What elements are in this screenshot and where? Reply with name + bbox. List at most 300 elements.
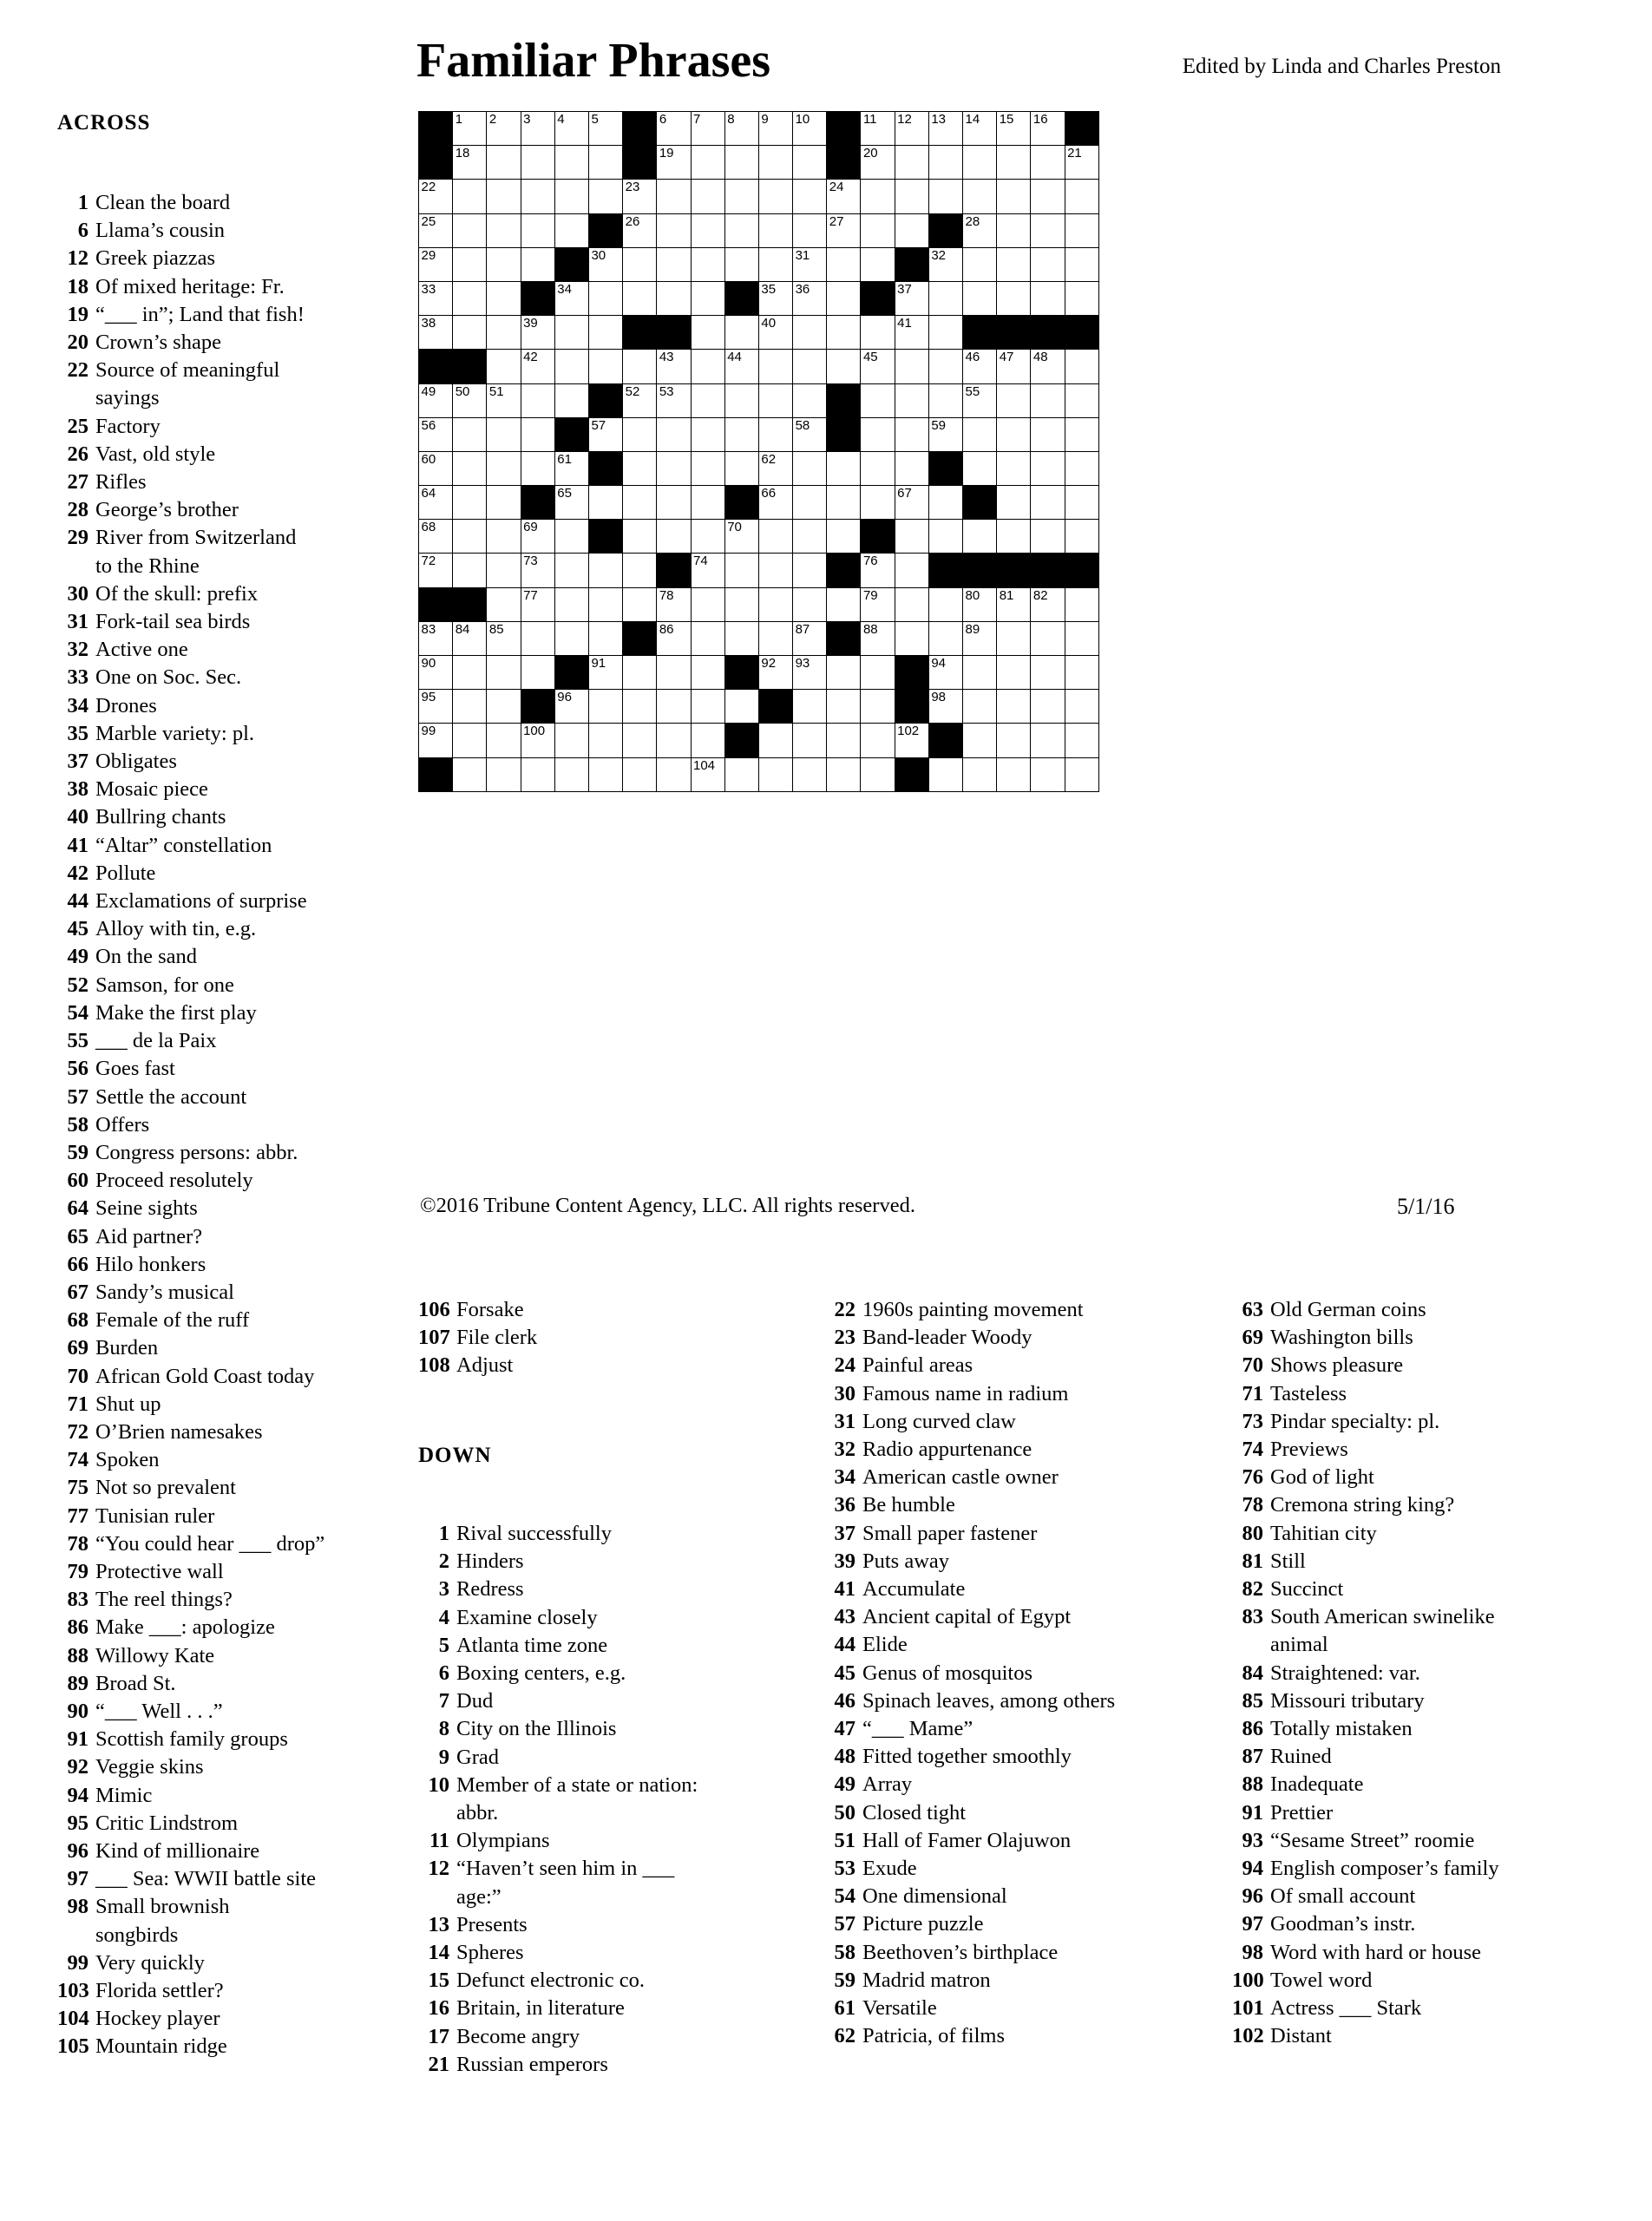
grid-cell[interactable]	[861, 724, 895, 757]
grid-cell[interactable]	[861, 587, 895, 621]
grid-cell[interactable]	[963, 757, 997, 791]
grid-cell[interactable]	[1031, 383, 1065, 417]
grid-cell[interactable]	[554, 486, 588, 520]
grid-cell[interactable]	[487, 180, 521, 213]
grid-cell[interactable]	[997, 451, 1031, 485]
grid-cell[interactable]	[453, 146, 487, 180]
grid-cell[interactable]	[453, 757, 487, 791]
grid-cell[interactable]	[861, 757, 895, 791]
grid-cell[interactable]	[895, 417, 928, 451]
grid-cell[interactable]	[588, 554, 622, 587]
grid-cell[interactable]	[1065, 281, 1098, 315]
grid-cell[interactable]	[1031, 724, 1065, 757]
grid-cell[interactable]	[997, 112, 1031, 146]
grid-cell[interactable]	[724, 350, 758, 383]
grid-cell[interactable]	[588, 690, 622, 724]
grid-cell[interactable]	[657, 520, 691, 554]
grid-cell[interactable]	[963, 383, 997, 417]
grid-cell[interactable]	[928, 690, 962, 724]
grid-cell[interactable]	[657, 451, 691, 485]
grid-cell[interactable]	[793, 621, 827, 655]
grid-cell[interactable]	[861, 146, 895, 180]
grid-cell[interactable]	[963, 350, 997, 383]
grid-cell[interactable]	[623, 180, 657, 213]
grid-cell[interactable]	[453, 417, 487, 451]
grid-cell[interactable]	[588, 757, 622, 791]
grid-cell[interactable]	[827, 451, 861, 485]
grid-cell[interactable]	[487, 656, 521, 690]
grid-cell[interactable]	[758, 247, 792, 281]
grid-cell[interactable]	[724, 112, 758, 146]
grid-cell[interactable]	[453, 690, 487, 724]
grid-cell[interactable]	[521, 146, 554, 180]
grid-cell[interactable]	[521, 112, 554, 146]
grid-cell[interactable]	[487, 383, 521, 417]
grid-cell[interactable]	[453, 316, 487, 350]
grid-cell[interactable]	[928, 656, 962, 690]
grid-cell[interactable]	[554, 757, 588, 791]
grid-cell[interactable]	[657, 350, 691, 383]
grid-cell[interactable]	[895, 146, 928, 180]
grid-cell[interactable]	[657, 656, 691, 690]
grid-cell[interactable]	[521, 213, 554, 247]
grid-cell[interactable]	[758, 316, 792, 350]
grid-cell[interactable]	[419, 180, 453, 213]
grid-cell[interactable]	[758, 656, 792, 690]
grid-cell[interactable]	[963, 690, 997, 724]
grid-cell[interactable]	[521, 656, 554, 690]
grid-cell[interactable]	[657, 486, 691, 520]
grid-cell[interactable]	[793, 281, 827, 315]
grid-cell[interactable]	[691, 316, 724, 350]
grid-cell[interactable]	[1031, 146, 1065, 180]
grid-cell[interactable]	[1065, 656, 1098, 690]
grid-cell[interactable]	[623, 281, 657, 315]
grid-cell[interactable]	[997, 180, 1031, 213]
grid-cell[interactable]	[928, 247, 962, 281]
grid-cell[interactable]	[997, 621, 1031, 655]
grid-cell[interactable]	[758, 587, 792, 621]
grid-cell[interactable]	[623, 213, 657, 247]
grid-cell[interactable]	[1065, 146, 1098, 180]
grid-cell[interactable]	[691, 350, 724, 383]
grid-cell[interactable]	[827, 724, 861, 757]
grid-cell[interactable]	[521, 350, 554, 383]
grid-cell[interactable]	[724, 520, 758, 554]
grid-cell[interactable]	[487, 486, 521, 520]
grid-cell[interactable]	[554, 180, 588, 213]
grid-cell[interactable]	[963, 247, 997, 281]
grid-cell[interactable]	[1031, 451, 1065, 485]
grid-cell[interactable]	[521, 621, 554, 655]
grid-cell[interactable]	[724, 587, 758, 621]
grid-cell[interactable]	[588, 621, 622, 655]
grid-cell[interactable]	[758, 757, 792, 791]
grid-cell[interactable]	[997, 690, 1031, 724]
grid-cell[interactable]	[793, 383, 827, 417]
grid-cell[interactable]	[691, 486, 724, 520]
grid-cell[interactable]	[453, 180, 487, 213]
grid-cell[interactable]	[963, 520, 997, 554]
grid-cell[interactable]	[487, 316, 521, 350]
grid-cell[interactable]	[861, 656, 895, 690]
grid-cell[interactable]	[895, 486, 928, 520]
grid-cell[interactable]	[521, 724, 554, 757]
grid-cell[interactable]	[691, 112, 724, 146]
grid-cell[interactable]	[928, 350, 962, 383]
grid-cell[interactable]	[623, 554, 657, 587]
grid-cell[interactable]	[453, 281, 487, 315]
grid-cell[interactable]	[861, 316, 895, 350]
grid-cell[interactable]	[1065, 213, 1098, 247]
grid-cell[interactable]	[724, 383, 758, 417]
grid-cell[interactable]	[793, 757, 827, 791]
grid-cell[interactable]	[588, 316, 622, 350]
grid-cell[interactable]	[691, 520, 724, 554]
grid-cell[interactable]	[758, 112, 792, 146]
grid-cell[interactable]	[623, 656, 657, 690]
grid-cell[interactable]	[588, 724, 622, 757]
grid-cell[interactable]	[827, 690, 861, 724]
grid-cell[interactable]	[419, 316, 453, 350]
grid-cell[interactable]	[554, 520, 588, 554]
grid-cell[interactable]	[1031, 281, 1065, 315]
grid-cell[interactable]	[487, 757, 521, 791]
grid-cell[interactable]	[521, 180, 554, 213]
grid-cell[interactable]	[895, 112, 928, 146]
grid-cell[interactable]	[419, 690, 453, 724]
grid-cell[interactable]	[657, 757, 691, 791]
grid-cell[interactable]	[419, 281, 453, 315]
grid-cell[interactable]	[487, 112, 521, 146]
grid-cell[interactable]	[758, 417, 792, 451]
grid-cell[interactable]	[487, 690, 521, 724]
grid-cell[interactable]	[963, 417, 997, 451]
grid-cell[interactable]	[554, 281, 588, 315]
grid-cell[interactable]	[487, 724, 521, 757]
grid-cell[interactable]	[793, 350, 827, 383]
grid-cell[interactable]	[724, 213, 758, 247]
grid-cell[interactable]	[691, 180, 724, 213]
grid-cell[interactable]	[554, 213, 588, 247]
grid-cell[interactable]	[928, 180, 962, 213]
grid-cell[interactable]	[419, 247, 453, 281]
grid-cell[interactable]	[724, 621, 758, 655]
grid-cell[interactable]	[793, 587, 827, 621]
grid-cell[interactable]	[827, 180, 861, 213]
grid-cell[interactable]	[963, 724, 997, 757]
grid-cell[interactable]	[657, 724, 691, 757]
grid-cell[interactable]	[521, 383, 554, 417]
grid-cell[interactable]	[1031, 350, 1065, 383]
grid-cell[interactable]	[487, 587, 521, 621]
grid-cell[interactable]	[554, 724, 588, 757]
grid-cell[interactable]	[419, 520, 453, 554]
grid-cell[interactable]	[758, 383, 792, 417]
grid-cell[interactable]	[861, 486, 895, 520]
grid-cell[interactable]	[1031, 757, 1065, 791]
grid-cell[interactable]	[623, 757, 657, 791]
grid-cell[interactable]	[793, 690, 827, 724]
grid-cell[interactable]	[1065, 451, 1098, 485]
grid-cell[interactable]	[691, 690, 724, 724]
grid-cell[interactable]	[963, 180, 997, 213]
grid-cell[interactable]	[724, 757, 758, 791]
grid-cell[interactable]	[691, 247, 724, 281]
grid-cell[interactable]	[1065, 690, 1098, 724]
grid-cell[interactable]	[453, 112, 487, 146]
grid-cell[interactable]	[657, 621, 691, 655]
grid-cell[interactable]	[1065, 350, 1098, 383]
grid-cell[interactable]	[895, 451, 928, 485]
grid-cell[interactable]	[928, 621, 962, 655]
grid-cell[interactable]	[657, 247, 691, 281]
grid-cell[interactable]	[623, 520, 657, 554]
grid-cell[interactable]	[521, 451, 554, 485]
grid-cell[interactable]	[657, 146, 691, 180]
grid-cell[interactable]	[997, 486, 1031, 520]
grid-cell[interactable]	[521, 587, 554, 621]
grid-cell[interactable]	[827, 656, 861, 690]
grid-cell[interactable]	[1031, 621, 1065, 655]
grid-cell[interactable]	[453, 554, 487, 587]
grid-cell[interactable]	[657, 417, 691, 451]
grid-cell[interactable]	[724, 690, 758, 724]
grid-cell[interactable]	[895, 213, 928, 247]
grid-cell[interactable]	[1065, 724, 1098, 757]
grid-cell[interactable]	[1031, 180, 1065, 213]
grid-cell[interactable]	[657, 383, 691, 417]
grid-cell[interactable]	[554, 316, 588, 350]
grid-cell[interactable]	[419, 486, 453, 520]
grid-cell[interactable]	[691, 656, 724, 690]
grid-cell[interactable]	[724, 451, 758, 485]
grid-cell[interactable]	[928, 486, 962, 520]
grid-cell[interactable]	[1031, 486, 1065, 520]
grid-cell[interactable]	[793, 247, 827, 281]
grid-cell[interactable]	[453, 656, 487, 690]
grid-cell[interactable]	[861, 112, 895, 146]
grid-cell[interactable]	[691, 383, 724, 417]
grid-cell[interactable]	[827, 316, 861, 350]
grid-cell[interactable]	[928, 146, 962, 180]
grid-cell[interactable]	[623, 486, 657, 520]
grid-cell[interactable]	[997, 281, 1031, 315]
grid-cell[interactable]	[588, 417, 622, 451]
grid-cell[interactable]	[453, 520, 487, 554]
grid-cell[interactable]	[554, 554, 588, 587]
grid-cell[interactable]	[827, 587, 861, 621]
grid-cell[interactable]	[861, 690, 895, 724]
grid-cell[interactable]	[521, 417, 554, 451]
grid-cell[interactable]	[928, 316, 962, 350]
grid-table[interactable]	[418, 111, 1099, 792]
grid-cell[interactable]	[588, 656, 622, 690]
grid-cell[interactable]	[691, 724, 724, 757]
grid-cell[interactable]	[487, 350, 521, 383]
grid-cell[interactable]	[521, 316, 554, 350]
grid-cell[interactable]	[453, 451, 487, 485]
grid-cell[interactable]	[623, 417, 657, 451]
grid-cell[interactable]	[419, 554, 453, 587]
grid-cell[interactable]	[487, 417, 521, 451]
grid-cell[interactable]	[963, 587, 997, 621]
grid-cell[interactable]	[861, 621, 895, 655]
grid-cell[interactable]	[997, 520, 1031, 554]
grid-cell[interactable]	[588, 350, 622, 383]
grid-cell[interactable]	[487, 554, 521, 587]
grid-cell[interactable]	[963, 213, 997, 247]
grid-cell[interactable]	[588, 146, 622, 180]
grid-cell[interactable]	[827, 213, 861, 247]
grid-cell[interactable]	[963, 146, 997, 180]
grid-cell[interactable]	[623, 690, 657, 724]
grid-cell[interactable]	[691, 281, 724, 315]
grid-cell[interactable]	[554, 690, 588, 724]
grid-cell[interactable]	[554, 587, 588, 621]
grid-cell[interactable]	[861, 213, 895, 247]
grid-cell[interactable]	[419, 621, 453, 655]
grid-cell[interactable]	[928, 281, 962, 315]
grid-cell[interactable]	[623, 383, 657, 417]
grid-cell[interactable]	[928, 520, 962, 554]
grid-cell[interactable]	[997, 146, 1031, 180]
grid-cell[interactable]	[1031, 417, 1065, 451]
grid-cell[interactable]	[895, 180, 928, 213]
grid-cell[interactable]	[861, 350, 895, 383]
grid-cell[interactable]	[623, 350, 657, 383]
grid-cell[interactable]	[1065, 486, 1098, 520]
grid-cell[interactable]	[1065, 520, 1098, 554]
grid-cell[interactable]	[895, 587, 928, 621]
grid-cell[interactable]	[861, 383, 895, 417]
grid-cell[interactable]	[554, 350, 588, 383]
grid-cell[interactable]	[657, 112, 691, 146]
grid-cell[interactable]	[691, 757, 724, 791]
grid-cell[interactable]	[487, 281, 521, 315]
grid-cell[interactable]	[963, 451, 997, 485]
grid-cell[interactable]	[997, 383, 1031, 417]
grid-cell[interactable]	[588, 247, 622, 281]
grid-cell[interactable]	[758, 281, 792, 315]
grid-cell[interactable]	[793, 451, 827, 485]
grid-cell[interactable]	[997, 757, 1031, 791]
grid-cell[interactable]	[827, 281, 861, 315]
grid-cell[interactable]	[691, 146, 724, 180]
grid-cell[interactable]	[724, 247, 758, 281]
grid-cell[interactable]	[554, 112, 588, 146]
grid-cell[interactable]	[997, 587, 1031, 621]
grid-cell[interactable]	[419, 451, 453, 485]
grid-cell[interactable]	[691, 587, 724, 621]
grid-cell[interactable]	[724, 417, 758, 451]
grid-cell[interactable]	[758, 520, 792, 554]
grid-cell[interactable]	[588, 486, 622, 520]
grid-cell[interactable]	[928, 383, 962, 417]
grid-cell[interactable]	[793, 180, 827, 213]
grid-cell[interactable]	[1065, 621, 1098, 655]
grid-cell[interactable]	[861, 180, 895, 213]
grid-cell[interactable]	[521, 247, 554, 281]
grid-cell[interactable]	[623, 247, 657, 281]
crossword-grid[interactable]	[418, 111, 1099, 792]
grid-cell[interactable]	[453, 724, 487, 757]
grid-cell[interactable]	[758, 621, 792, 655]
grid-cell[interactable]	[724, 554, 758, 587]
grid-cell[interactable]	[895, 520, 928, 554]
grid-cell[interactable]	[691, 621, 724, 655]
grid-cell[interactable]	[623, 587, 657, 621]
grid-cell[interactable]	[758, 350, 792, 383]
grid-cell[interactable]	[487, 146, 521, 180]
grid-cell[interactable]	[419, 656, 453, 690]
grid-cell[interactable]	[861, 247, 895, 281]
grid-cell[interactable]	[861, 417, 895, 451]
grid-cell[interactable]	[623, 451, 657, 485]
grid-cell[interactable]	[657, 587, 691, 621]
grid-cell[interactable]	[419, 417, 453, 451]
grid-cell[interactable]	[758, 213, 792, 247]
grid-cell[interactable]	[928, 587, 962, 621]
grid-cell[interactable]	[928, 757, 962, 791]
grid-cell[interactable]	[419, 724, 453, 757]
grid-cell[interactable]	[521, 520, 554, 554]
grid-cell[interactable]	[963, 621, 997, 655]
grid-cell[interactable]	[793, 112, 827, 146]
grid-cell[interactable]	[453, 213, 487, 247]
grid-cell[interactable]	[895, 350, 928, 383]
grid-cell[interactable]	[997, 417, 1031, 451]
grid-cell[interactable]	[963, 281, 997, 315]
grid-cell[interactable]	[758, 146, 792, 180]
grid-cell[interactable]	[928, 112, 962, 146]
grid-cell[interactable]	[487, 520, 521, 554]
grid-cell[interactable]	[521, 757, 554, 791]
grid-cell[interactable]	[895, 554, 928, 587]
grid-cell[interactable]	[793, 213, 827, 247]
grid-cell[interactable]	[487, 247, 521, 281]
grid-cell[interactable]	[657, 213, 691, 247]
grid-cell[interactable]	[793, 554, 827, 587]
grid-cell[interactable]	[793, 486, 827, 520]
grid-cell[interactable]	[691, 213, 724, 247]
grid-cell[interactable]	[861, 451, 895, 485]
grid-cell[interactable]	[588, 180, 622, 213]
grid-cell[interactable]	[1031, 112, 1065, 146]
grid-cell[interactable]	[419, 213, 453, 247]
grid-cell[interactable]	[691, 451, 724, 485]
grid-cell[interactable]	[827, 520, 861, 554]
grid-cell[interactable]	[997, 724, 1031, 757]
grid-cell[interactable]	[487, 621, 521, 655]
grid-cell[interactable]	[623, 724, 657, 757]
grid-cell[interactable]	[724, 316, 758, 350]
grid-cell[interactable]	[963, 656, 997, 690]
grid-cell[interactable]	[827, 757, 861, 791]
grid-cell[interactable]	[793, 146, 827, 180]
grid-cell[interactable]	[554, 621, 588, 655]
grid-cell[interactable]	[997, 247, 1031, 281]
grid-cell[interactable]	[453, 247, 487, 281]
grid-cell[interactable]	[691, 417, 724, 451]
grid-cell[interactable]	[793, 520, 827, 554]
grid-cell[interactable]	[895, 281, 928, 315]
grid-cell[interactable]	[724, 180, 758, 213]
grid-cell[interactable]	[691, 554, 724, 587]
grid-cell[interactable]	[758, 451, 792, 485]
grid-cell[interactable]	[895, 383, 928, 417]
grid-cell[interactable]	[453, 621, 487, 655]
